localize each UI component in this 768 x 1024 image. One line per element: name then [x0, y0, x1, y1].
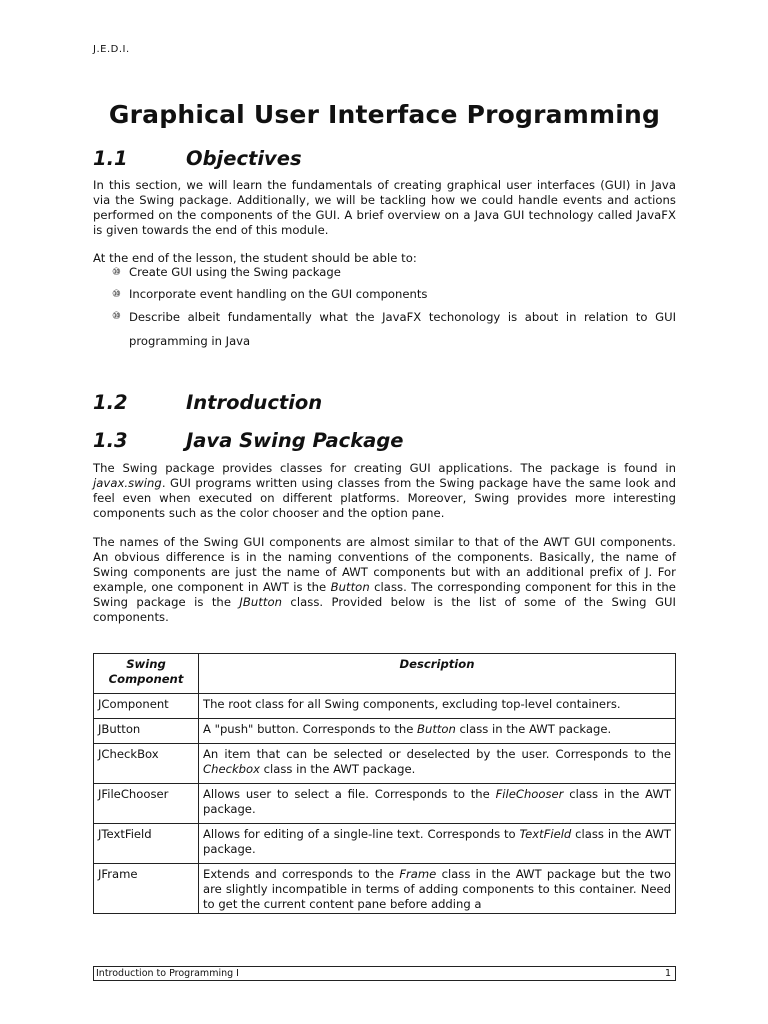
component-name: JFileChooser	[94, 784, 199, 824]
bullet-icon: ⑩	[112, 289, 121, 300]
table-row	[94, 864, 676, 914]
running-header: J.E.D.I.	[93, 44, 130, 55]
swing-components-table	[93, 653, 676, 914]
page-footer	[93, 966, 676, 981]
list-item: ⑩ Describe albeit fundamentally what the JavaFX techonology is about in relation to GUI programming in Java	[112, 310, 676, 348]
bullet-icon: ⑩	[112, 311, 121, 322]
objectives-list	[93, 265, 676, 353]
package-name: javax.swing	[93, 476, 162, 490]
objectives-lead: At the end of the lesson, the student should be able to:	[93, 251, 417, 265]
component-name: JFrame	[94, 864, 199, 914]
component-name: JTextField	[94, 824, 199, 864]
column-header-component: Swing Component	[94, 654, 199, 694]
bullet-icon: ⑩	[112, 267, 121, 278]
table-row	[94, 694, 676, 719]
page-title: Graphical User Interface Programming	[108, 100, 661, 129]
component-name: JCheckBox	[94, 744, 199, 784]
section-title: Java Swing Package	[186, 429, 404, 452]
section-title: Objectives	[186, 147, 302, 170]
table-row	[94, 719, 676, 744]
list-item: ⑩ Create GUI using the Swing package	[112, 265, 341, 279]
component-name: JComponent	[94, 694, 199, 719]
column-header-description: Description	[199, 654, 676, 694]
objectives-paragraph: In this section, we will learn the fundamentals of creating graphical user interfaces (GUI) in Java via the Swing package. Additionally, we will be tackling how we could handle events and actions performed on the components of the GUI. A brief overview on a Java GUI technology called JavaFX is given towards the end of this module.	[93, 178, 676, 237]
section-heading-objectives	[93, 147, 302, 170]
component-description: Allows user to select a file. Corresponds to the FileChooser class in the AWT package.	[199, 784, 676, 824]
section-title: Introduction	[186, 391, 323, 414]
section-number: 1.2	[93, 391, 128, 414]
section-number: 1.3	[93, 429, 128, 452]
table-row	[94, 784, 676, 824]
component-description: An item that can be selected or deselected by the user. Corresponds to the Checkbox class in the AWT package.	[199, 744, 676, 784]
swing-paragraph-1: The Swing package provides classes for creating GUI applications. The package is found in javax.swing. GUI programs written using classes from the Swing package have the same look and feel even when executed on different platforms. Moreover, Swing provides more interesting components such as the color chooser and the option pane.	[93, 461, 676, 520]
component-description: The root class for all Swing components, excluding top-level containers.	[199, 694, 676, 719]
table-row	[94, 824, 676, 864]
component-description: Allows for editing of a single-line text. Corresponds to TextField class in the AWT package.	[199, 824, 676, 864]
swing-paragraph-2: The names of the Swing GUI components are almost similar to that of the AWT GUI components. An obvious difference is in the naming conventions of the components. Basically, the name of Swing components are just the name of AWT components but with an additional prefix of J. For example, one component in AWT is the Button class. The corresponding component for this in the Swing package is the JButton class. Provided below is the list of some of the Swing GUI components.	[93, 535, 676, 624]
component-name: JButton	[94, 719, 199, 744]
footer-course-title: Introduction to Programming I	[96, 968, 239, 979]
table-header-row	[94, 654, 676, 694]
component-description: Extends and corresponds to the Frame class in the AWT package but the two are slightly incompatible in terms of adding components to this container. Need to get the current content pane before adding a	[199, 864, 676, 914]
component-description: A "push" button. Corresponds to the Button class in the AWT package.	[199, 719, 676, 744]
section-heading-introduction	[93, 391, 322, 414]
table-row	[94, 744, 676, 784]
section-number: 1.1	[93, 147, 128, 170]
list-item: ⑩ Incorporate event handling on the GUI components	[112, 287, 428, 301]
page-number: 1	[664, 968, 671, 979]
document-page	[93, 0, 676, 1024]
section-heading-swing	[93, 429, 404, 452]
